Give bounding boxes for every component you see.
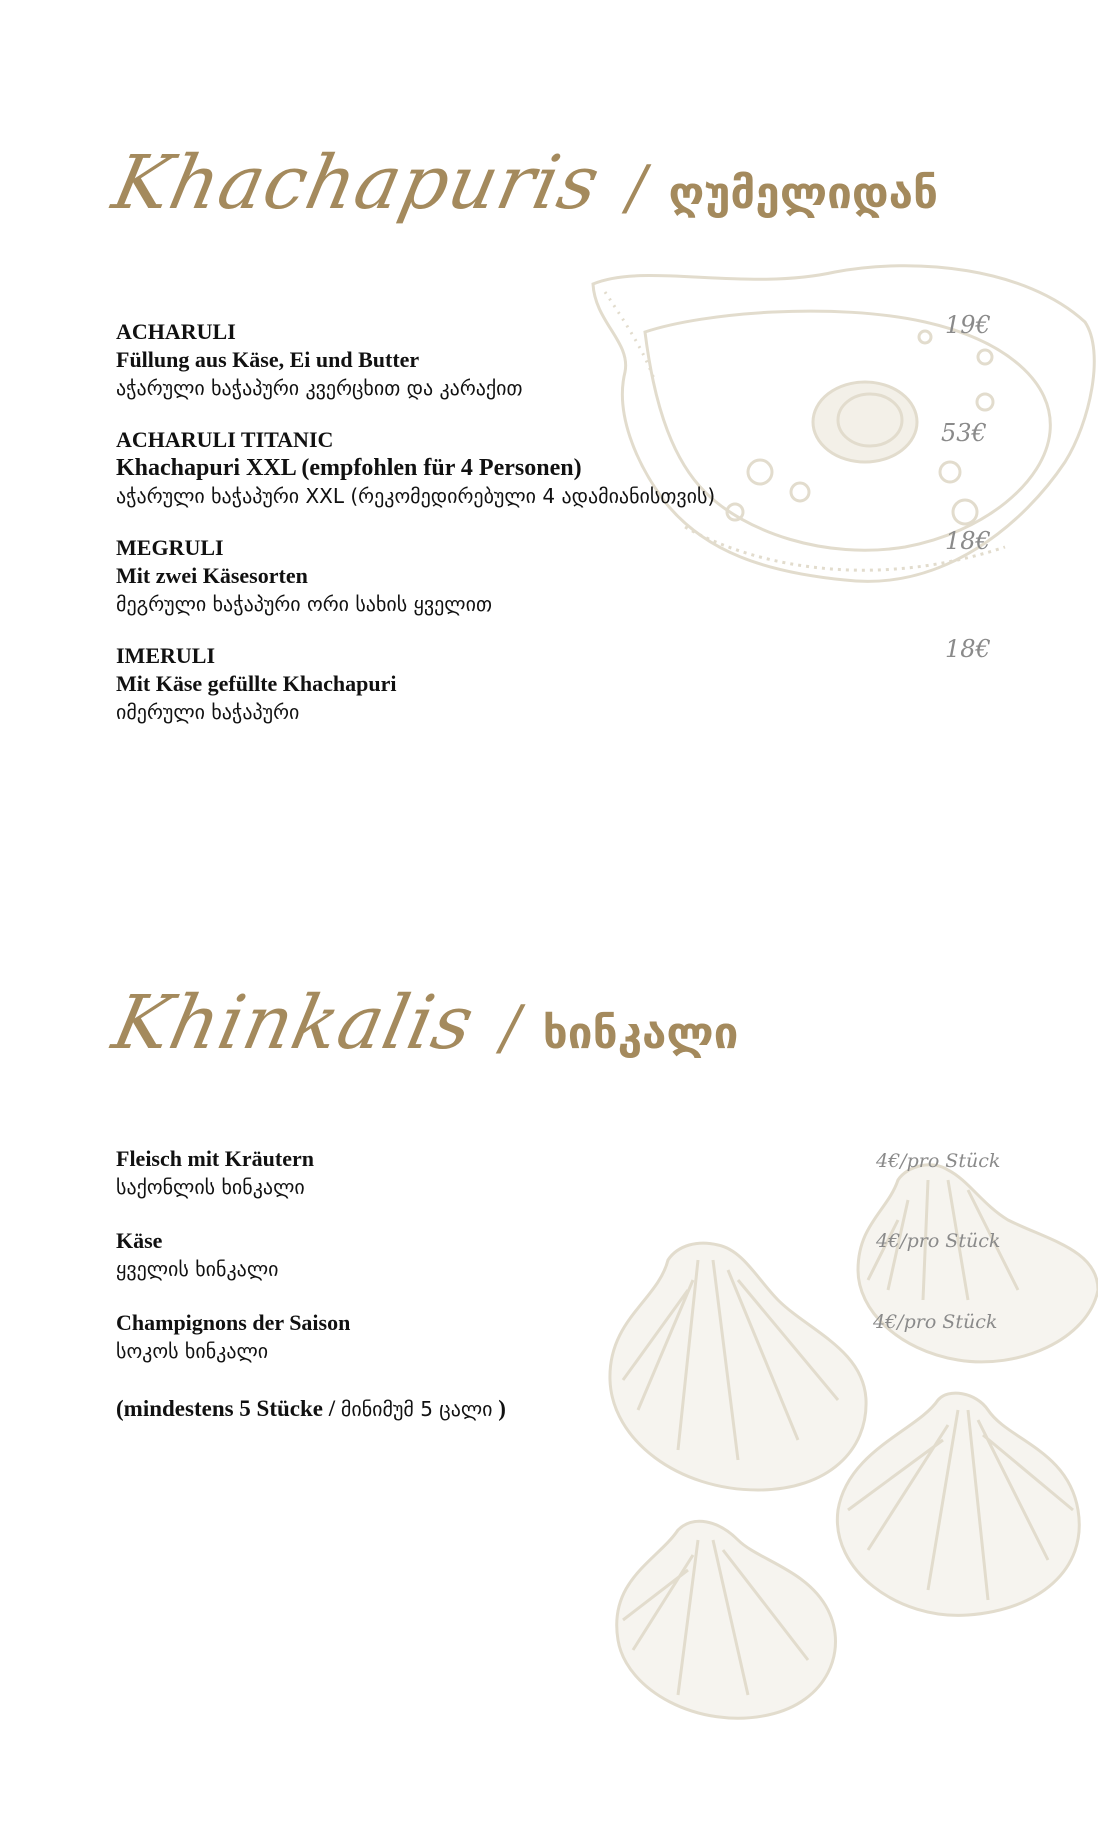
khachapuri-heading [105, 140, 938, 226]
heading-separator: / [626, 153, 647, 223]
item-price: 18€ [945, 635, 991, 663]
menu-item [116, 1309, 350, 1365]
heading-separator: / [500, 993, 521, 1063]
item-description-ka: აჭარული ხაჭაპური XXL (რეკომედირებული 4 ადამიანისთვის) [116, 484, 716, 508]
item-price: 18€ [945, 527, 991, 555]
item-price: 4€/pro Stück [876, 1230, 1001, 1252]
item-name: MEGRULI [116, 535, 224, 560]
item-name: Champignons der Saison [116, 1310, 351, 1335]
item-description-ka: ყველის ხინკალი [116, 1257, 279, 1281]
khinkali-illustration [598, 1150, 1098, 1730]
menu-item [116, 1145, 314, 1201]
item-description: Mit zwei Käsesorten [116, 563, 308, 588]
item-description-ka: სოკოს ხინკალი [116, 1339, 269, 1363]
item-description: Khachapuri XXL (empfohlen für 4 Personen) [116, 455, 582, 481]
note-ka: მინიმუმ 5 ცალი [340, 1397, 493, 1421]
item-description-ka: იმერული ხაჭაპური [116, 700, 300, 724]
item-name: ACHARULI TITANIC [116, 427, 334, 452]
item-description: Mit Käse gefüllte Khachapuri [116, 671, 397, 696]
item-price: 4€/pro Stück [876, 1150, 1001, 1172]
menu-item [116, 534, 492, 618]
menu-item [116, 318, 523, 402]
item-name: Käse [116, 1228, 163, 1253]
khinkali-title-script: Khinkalis [105, 980, 482, 1066]
item-price: 4€/pro Stück [873, 1311, 998, 1333]
item-name: Fleisch mit Kräutern [116, 1146, 314, 1171]
item-description: Füllung aus Käse, Ei und Butter [116, 347, 420, 372]
menu-item [116, 642, 396, 726]
item-price: 53€ [941, 419, 987, 447]
item-description-ka: მეგრული ხაჭაპური ორი სახის ყველით [116, 592, 492, 616]
khachapuri-title-ka: ღუმელიდან [668, 168, 938, 219]
item-price: 19€ [945, 311, 991, 339]
item-description-ka: საქონლის ხინკალი [116, 1175, 305, 1199]
minimum-order-note [116, 1396, 506, 1422]
item-name: ACHARULI [116, 319, 236, 344]
menu-item [116, 426, 715, 510]
khinkali-heading [105, 980, 739, 1066]
menu-item [116, 1227, 278, 1283]
note-de: (mindestens 5 Stücke / [116, 1396, 341, 1421]
item-name: IMERULI [116, 643, 216, 668]
khachapuri-title-script: Khachapuris [105, 140, 608, 226]
note-end: ) [492, 1396, 506, 1421]
item-description-ka: აჭარული ხაჭაპური კვერცხით და კარაქით [116, 376, 523, 400]
khinkali-title-ka: ხინკალი [542, 1008, 739, 1059]
